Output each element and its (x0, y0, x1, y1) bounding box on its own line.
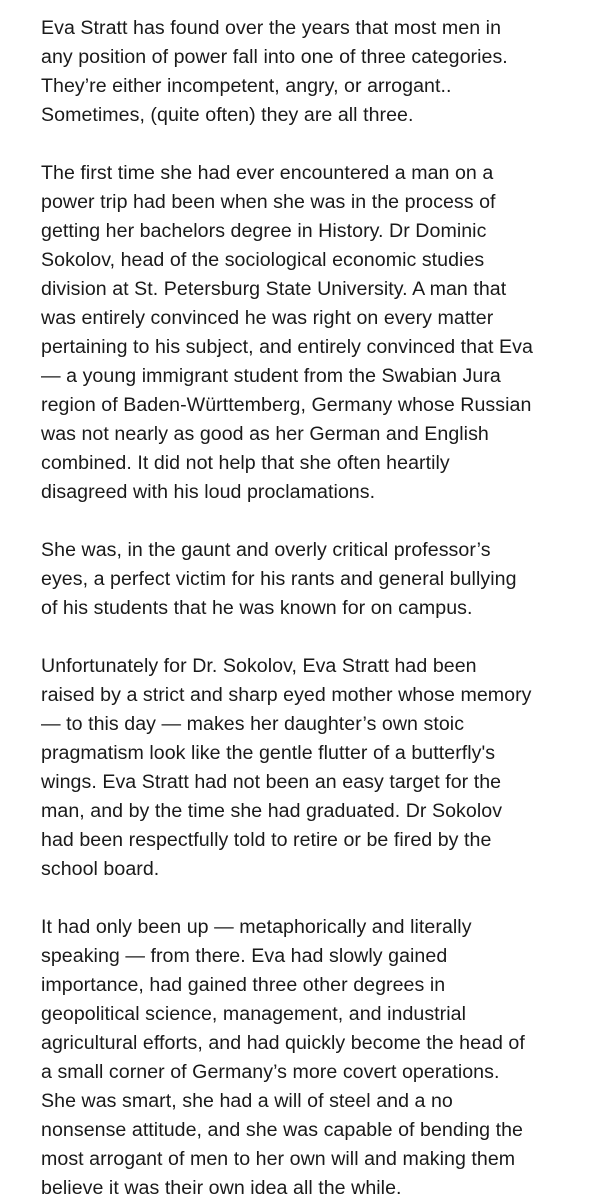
text-line: believe it was their own idea all the while. (41, 1177, 402, 1199)
text-line: division at St. Petersburg State University. A man that (41, 278, 507, 300)
text-line: She was smart, she had a will of steel and a no (41, 1090, 453, 1112)
text-line: pertaining to his subject, and entirely convinced that Eva (41, 336, 533, 358)
text-line: Unfortunately for Dr. Sokolov, Eva Stratt had been (41, 655, 477, 677)
text-line: Eva Stratt has found over the years that most men in (41, 17, 502, 39)
text-line: man, and by the time she had graduated. Dr Sokolov (41, 800, 503, 822)
text-line: importance, had gained three other degrees in (41, 974, 446, 996)
paragraph (41, 652, 595, 884)
paragraph (41, 913, 595, 1203)
text-line: speaking — from there. Eva had slowly gained (41, 945, 448, 967)
text-line: combined. It did not help that she often heartily (41, 452, 450, 474)
text-line: nonsense attitude, and she was capable of bending the (41, 1119, 523, 1141)
text-line: wings. Eva Stratt had not been an easy target for the (41, 771, 502, 793)
text-line: — a young immigrant student from the Swabian Jura (41, 365, 501, 387)
text-line: geopolitical science, management, and industrial (41, 1003, 467, 1025)
text-line: disagreed with his loud proclamations. (41, 481, 376, 503)
text-line: — to this day — makes her daughter’s own stoic (41, 713, 465, 735)
text-line: had been respectfully told to retire or be fired by the (41, 829, 492, 851)
text-line: most arrogant of men to her own will and making them (41, 1148, 516, 1170)
text-line: any position of power fall into one of three categories. (41, 46, 508, 68)
text-line: Sometimes, (quite often) they are all three. (41, 104, 414, 126)
text-line: agricultural efforts, and had quickly become the head of (41, 1032, 525, 1054)
paragraph (41, 159, 595, 507)
text-line: pragmatism look like the gentle flutter of a butterfly's (41, 742, 496, 764)
paragraph (41, 14, 595, 130)
text-line: was entirely convinced he was right on every matter (41, 307, 494, 329)
text-line: power trip had been when she was in the process of (41, 191, 496, 213)
text-line: raised by a strict and sharp eyed mother whose memory (41, 684, 532, 706)
text-line: They’re either incompetent, angry, or arrogant.. (41, 75, 452, 97)
text-line: eyes, a perfect victim for his rants and general bullying (41, 568, 517, 590)
text-line: The first time she had ever encountered a man on a (41, 162, 494, 184)
text-line: It had only been up — metaphorically and literally (41, 916, 472, 938)
text-line: Sokolov, head of the sociological economic studies (41, 249, 485, 271)
text-line: school board. (41, 858, 160, 880)
text-line: of his students that he was known for on campus. (41, 597, 473, 619)
text-line: a small corner of Germany’s more covert operations. (41, 1061, 500, 1083)
text-line: getting her bachelors degree in History. Dr Dominic (41, 220, 487, 242)
text-line: She was, in the gaunt and overly critical professor’s (41, 539, 491, 561)
text-line: was not nearly as good as her German and English (41, 423, 489, 445)
paragraph (41, 536, 595, 623)
text-line: region of Baden-Württemberg, Germany whose Russian (41, 394, 532, 416)
